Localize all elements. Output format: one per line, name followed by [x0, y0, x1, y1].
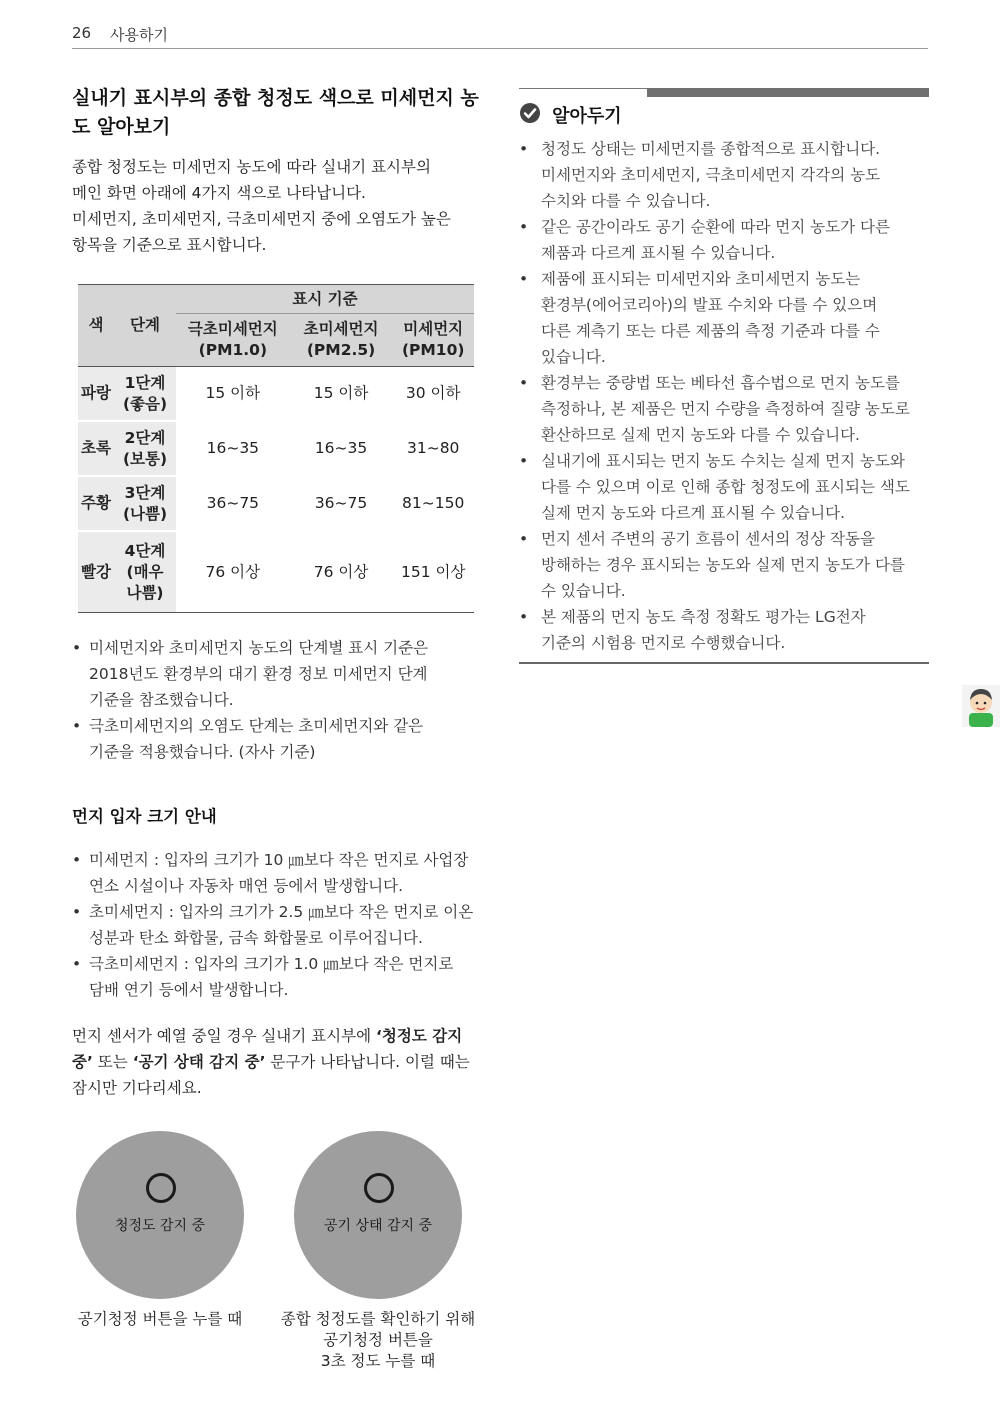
page-number: 26 [72, 24, 92, 42]
header-pm10-name: 미세먼지 [403, 320, 464, 338]
mascot-icon [962, 685, 1000, 727]
intro-line: 종합 청정도는 미세먼지 농도에 따라 실내기 표시부의 [72, 158, 431, 176]
display-caption: 공기청정 버튼을 누를 때 [77, 1310, 243, 1328]
note-list [519, 136, 929, 656]
intro-line: 미세먼지, 초미세먼지, 극초미세먼지 중에 오염도가 높은 [72, 210, 451, 228]
note-title-row [519, 102, 929, 130]
list-item: • 극초미세먼지 : 입자의 크기가 1.0 ㎛보다 작은 먼지로 담배 연기 등에서 발생합니다. [72, 951, 482, 1003]
note-top-rule [519, 88, 929, 97]
row-level: 2단계 (보통) [114, 421, 176, 476]
note-box [519, 88, 929, 664]
list-item: • 환경부는 중량법 또는 베타선 흡수법으로 먼지 농도를 측정하나, 본 제품은 먼지 수량을 측정하여 질량 농도로 환산하므로 실제 먼지 농도와 다를 수 있습니다. [519, 370, 929, 448]
header-display-criteria: 표시 기준 [176, 285, 474, 314]
header-pm25 [294, 314, 389, 367]
cell-pm10: 151 이상 [392, 531, 474, 613]
header-pm1-name: 극초미세먼지 [187, 320, 278, 338]
table-row [78, 531, 474, 613]
row-color: 빨강 [78, 531, 114, 613]
cell-pm1: 15 이하 [176, 367, 290, 422]
list-item: • 먼지 센서 주변의 공기 흐름이 센서의 정상 작동을 방해하는 경우 표시되는 농도와 실제 먼지 농도가 다를 수 있습니다. [519, 526, 929, 604]
row-color: 주황 [78, 476, 114, 531]
header-level: 단계 [114, 285, 176, 367]
intro-paragraph [72, 154, 482, 258]
display-air-sensing [294, 1131, 462, 1299]
header-pm1 [176, 314, 290, 367]
cell-pm25: 36~75 [294, 476, 389, 531]
intro-line: 메인 화면 아래에 4가지 색으로 나타납니다. [72, 184, 366, 202]
intro-line: 항목을 기준으로 표시합니다. [72, 236, 267, 254]
note-title: 알아두기 [552, 106, 622, 127]
cell-pm10: 31~80 [392, 421, 474, 476]
display-text: 청정도 감지 중 [114, 1218, 206, 1234]
circle-indicator-icon [146, 1173, 176, 1203]
cell-pm10: 81~150 [392, 476, 474, 531]
table-row [78, 367, 474, 422]
table-notes [72, 635, 482, 765]
cell-pm1: 16~35 [176, 421, 290, 476]
particle-list [72, 847, 482, 1003]
circle-indicator-icon [364, 1173, 394, 1203]
cell-pm25: 76 이상 [294, 531, 389, 613]
list-item: • 미세먼지와 초미세먼지 농도의 단계별 표시 기준은 2018년도 환경부의 대기 환경 정보 미세먼지 단계 기준을 참조했습니다. [72, 635, 482, 713]
main-column [72, 84, 482, 1391]
row-level: 1단계 (좋음) [114, 367, 176, 422]
cell-pm1: 76 이상 [176, 531, 290, 613]
preheat-paragraph: 먼지 센서가 예열 중일 경우 실내기 표시부에 ‘청정도 감지 중’ 또는 ‘공기 상태 감지 중’ 문구가 나타납니다. 이럴 때는 잠시만 기다리세요. [72, 1027, 470, 1097]
display-clean-sensing [76, 1131, 244, 1299]
header-color: 색 [78, 285, 114, 367]
sensor-display-examples [72, 1131, 482, 1391]
cell-pm25: 16~35 [294, 421, 389, 476]
list-item: • 미세먼지 : 입자의 크기가 10 ㎛보다 작은 먼지로 사업장 연소 시설이나 자동차 매연 등에서 발생합니다. [72, 847, 482, 899]
row-level: 4단계 (매우 나쁨) [114, 531, 176, 613]
row-color: 파랑 [78, 367, 114, 422]
header-pm1-unit: (PM1.0) [198, 341, 268, 359]
table-row [78, 476, 474, 531]
cell-pm25: 15 이하 [294, 367, 389, 422]
display-caption: 종합 청정도를 확인하기 위해 공기청정 버튼을 3초 정도 누를 때 [280, 1310, 476, 1370]
section-title: 사용하기 [110, 26, 168, 44]
cell-pm1: 36~75 [176, 476, 290, 531]
header-pm10 [392, 314, 474, 367]
check-circle-icon [519, 102, 541, 128]
list-item: • 극초미세먼지의 오염도 단계는 초미세먼지와 같은 기준을 적용했습니다. (자사 기준) [72, 713, 482, 765]
header-pm25-unit: (PM2.5) [306, 341, 376, 359]
list-item: • 초미세먼지 : 입자의 크기가 2.5 ㎛보다 작은 먼지로 이온 성분과 탄소 화합물, 금속 화합물로 이루어집니다. [72, 899, 482, 951]
list-item: • 같은 공간이라도 공기 순환에 따라 먼지 농도가 다른 제품과 다르게 표시될 수 있습니다. [519, 214, 929, 266]
dust-level-table [78, 284, 474, 613]
table-row [78, 421, 474, 476]
section-heading: 실내기 표시부의 종합 청정도 색으로 미세먼지 농도 알아보기 [72, 87, 479, 138]
page-header [72, 22, 928, 49]
display-text: 공기 상태 감지 중 [323, 1218, 433, 1234]
list-item: • 실내기에 표시되는 먼지 농도 수치는 실제 먼지 농도와 다를 수 있으며 이로 인해 종합 청정도에 표시되는 색도 실제 먼지 농도와 다르게 표시될 수 있습니다. [519, 448, 929, 526]
header-pm25-name: 초미세먼지 [303, 320, 379, 338]
note-column [519, 88, 929, 664]
header-pm10-unit: (PM10) [401, 341, 465, 359]
cell-pm10: 30 이하 [392, 367, 474, 422]
list-item: • 청정도 상태는 미세먼지를 종합적으로 표시합니다. 미세먼지와 초미세먼지, 극초미세먼지 각각의 농도 수치와 다를 수 있습니다. [519, 136, 929, 214]
list-item: • 본 제품의 먼지 농도 측정 정확도 평가는 LG전자 기준의 시험용 먼지로 수행했습니다. [519, 604, 929, 656]
row-color: 초록 [78, 421, 114, 476]
list-item: • 제품에 표시되는 미세먼지와 초미세먼지 농도는 환경부(에어코리아)의 발표 수치와 다를 수 있으며 다른 계측기 또는 다른 제품의 측정 기준과 다를 수 있습니다. [519, 266, 929, 370]
note-bottom-rule [519, 662, 929, 664]
row-level: 3단계 (나쁨) [114, 476, 176, 531]
particle-heading: 먼지 입자 크기 안내 [72, 807, 217, 826]
